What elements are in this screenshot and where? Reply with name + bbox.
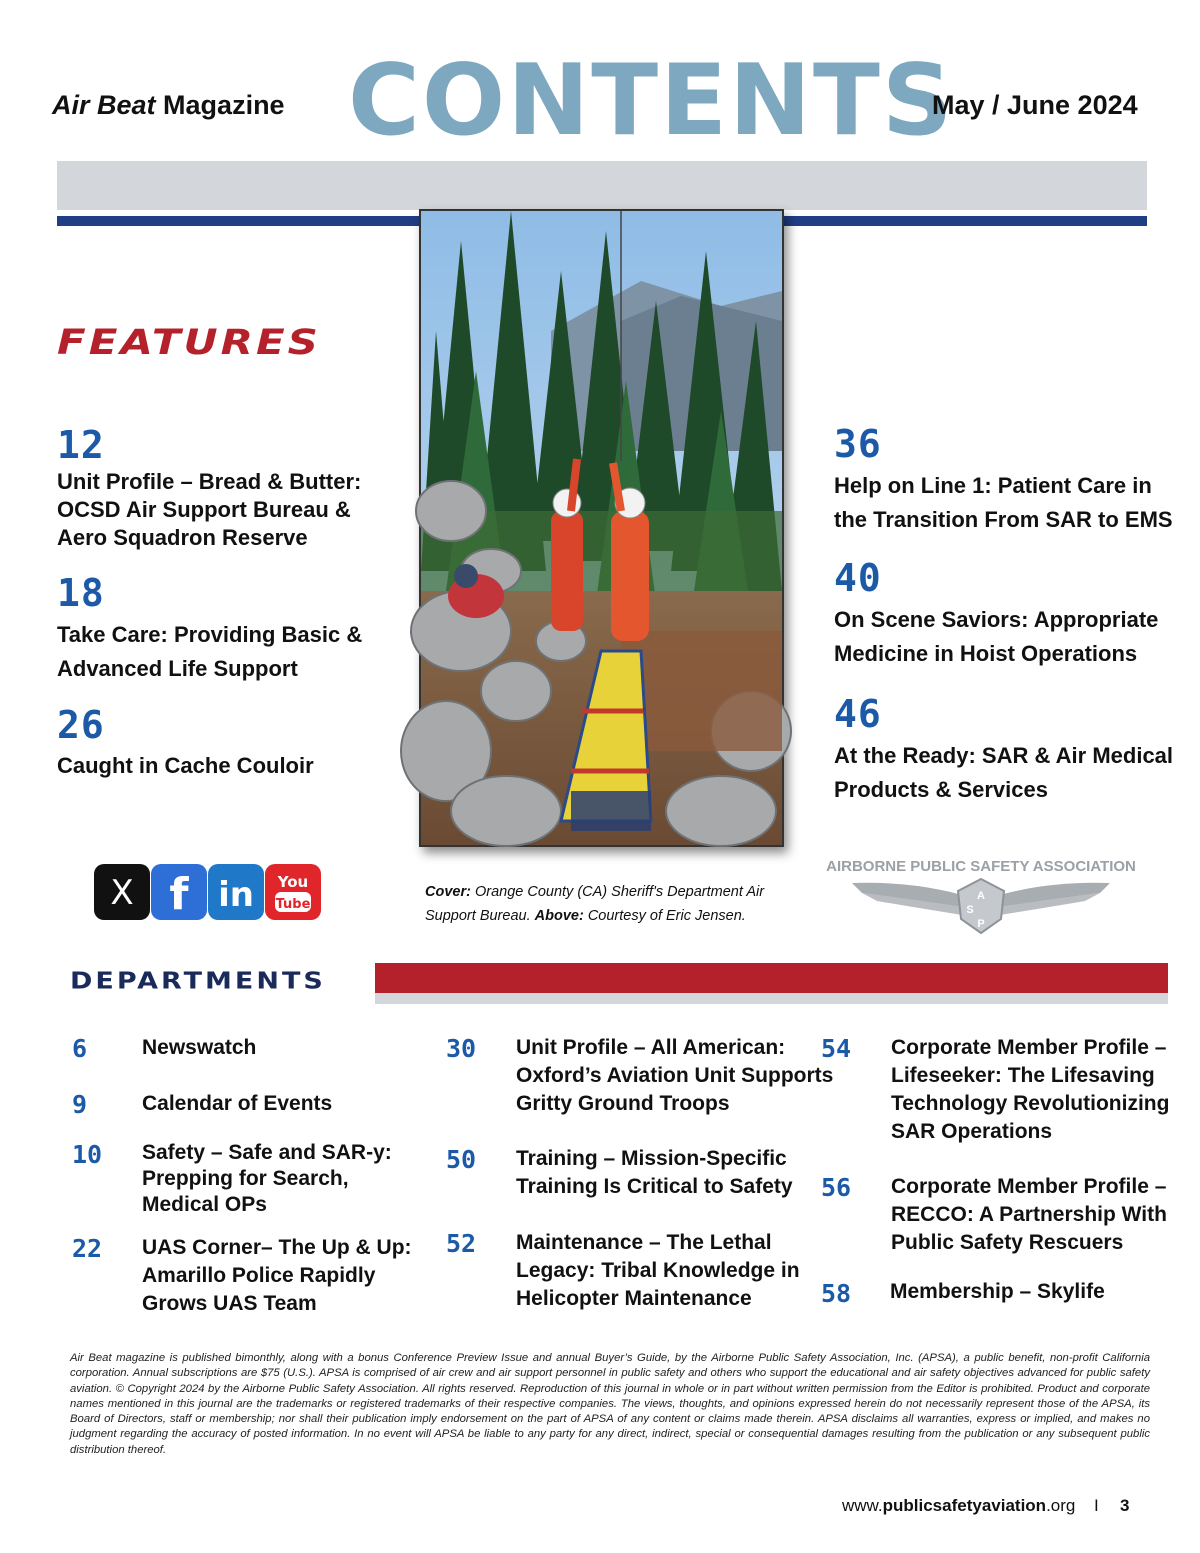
feature-title xyxy=(834,469,1173,537)
feature-page-number: 18 xyxy=(57,571,105,615)
caption-text-cover: Orange County (CA) Sheriff's Department Air Support Bureau. xyxy=(425,884,765,924)
feature-title-line: On Scene Saviors: Appropriate xyxy=(834,607,1159,632)
department-page-number: 58 xyxy=(821,1279,852,1308)
linkedin-icon[interactable] xyxy=(208,864,264,920)
caption-label-above: Above: xyxy=(534,908,584,924)
feature-title xyxy=(834,603,1158,671)
feature-title-line: Products & Services xyxy=(834,777,1048,802)
departments-red-band xyxy=(375,963,1168,993)
department-title xyxy=(891,1034,1169,1146)
department-title xyxy=(142,1140,392,1218)
feature-title-line: Take Care: Providing Basic & xyxy=(57,622,363,647)
magazine-name-italic: Air Beat xyxy=(52,90,156,120)
footer-url-suffix: .org xyxy=(1046,1496,1076,1515)
feature-title-line: Help on Line 1: Patient Care in xyxy=(834,473,1152,498)
social-icons xyxy=(94,864,322,920)
feature-title xyxy=(57,752,314,780)
departments-gray-band xyxy=(375,993,1168,1004)
youtube-bottom: Tube xyxy=(275,897,311,912)
feature-title-line: the Transition From SAR to EMS xyxy=(834,507,1173,532)
feature-item[interactable] xyxy=(57,423,362,552)
magazine-name-rest: Magazine xyxy=(163,90,285,120)
feature-item[interactable] xyxy=(834,556,1159,671)
feature-item[interactable] xyxy=(834,422,1173,537)
department-title-line: Calendar of Events xyxy=(142,1092,333,1115)
magazine-name xyxy=(52,90,285,121)
department-title xyxy=(142,1090,332,1118)
feature-item[interactable] xyxy=(57,571,363,686)
feature-item[interactable] xyxy=(834,692,1174,807)
x-glyph: X xyxy=(110,873,134,913)
feature-title-line: Aero Squadron Reserve xyxy=(57,525,308,550)
department-page-number: 56 xyxy=(821,1173,852,1202)
caption-label-cover: Cover: xyxy=(425,884,471,900)
cover-photo-illustration xyxy=(421,211,782,845)
feature-title-line: Medicine in Hoist Operations xyxy=(834,641,1138,666)
feature-title xyxy=(834,739,1173,807)
x-icon[interactable] xyxy=(94,864,150,920)
publisher-disclaimer: Air Beat magazine is published bimonthly, along with a bonus Conference Preview Issue and annual Buyer’s Guide, by the Airborne Public Safety Association, Inc. (APSA), a public benefit, non-profit California corporation. Annual subscriptions are $75 (U.S.). APSA is comprised of air crew and air support personnel in public safety and others who support the educational and air safety objectives advanced for public safety aviation. © Copyright 2024 by the Airborne Public Safety Association. All rights reserved. Reproduction of this journal in whole or in part without written permission from the Editor is prohibited. Product and corporate names mentioned in this journal are the trademarks or registered trademarks of their respective companies. The views, thoughts, and opinions expressed herein do not necessarily represent those of the APSA, its Board of Directors, staff or membership; nor shall their publication imply endorsement on the part of APSA of any content or claims made therein. APSA disclaims all warranties, express or implied, and makes no judgment regarding the accuracy of posted information. In no event will APSA be liable to any party for any direct, indirect, special or consequential damages resulting from the publication or any subsequent public distribution thereof. xyxy=(70,1352,1150,1456)
feature-title xyxy=(57,618,362,686)
feature-item[interactable] xyxy=(57,703,314,780)
feature-page-number: 36 xyxy=(834,422,882,466)
linkedin-glyph: in xyxy=(218,875,254,915)
department-title-line: Prepping for Search, xyxy=(142,1167,349,1190)
feature-title xyxy=(57,468,361,552)
department-title xyxy=(516,1034,833,1118)
department-title-line: Corporate Member Profile – xyxy=(891,1036,1167,1059)
department-title-line: RECCO: A Partnership With xyxy=(891,1203,1167,1226)
issue-date: May / June 2024 xyxy=(932,90,1138,120)
footer-url-bold: publicsafetyaviation xyxy=(882,1496,1047,1515)
department-title xyxy=(890,1278,1105,1306)
department-title-line: Lifeseeker: The Lifesaving xyxy=(891,1064,1155,1087)
feature-page-number: 40 xyxy=(834,556,882,600)
footer-separator: I xyxy=(1094,1496,1099,1515)
page-number: 3 xyxy=(1120,1496,1130,1515)
department-title-line: UAS Corner– The Up & Up: xyxy=(142,1236,412,1259)
department-page-number: 10 xyxy=(72,1140,103,1169)
department-title-line: Helicopter Maintenance xyxy=(516,1287,752,1310)
department-title-line: Oxford’s Aviation Unit Supports xyxy=(516,1064,834,1087)
department-page-number: 50 xyxy=(446,1145,477,1174)
feature-title-line: Caught in Cache Couloir xyxy=(57,753,314,778)
cover-photo xyxy=(419,209,784,847)
departments-heading: DEPARTMENTS xyxy=(70,968,326,995)
feature-page-number: 12 xyxy=(57,423,105,467)
apsa-logo-letter: A xyxy=(977,890,985,902)
department-title-line: Membership – Skylife xyxy=(890,1280,1105,1303)
youtube-icon[interactable] xyxy=(265,864,321,920)
department-title xyxy=(516,1229,800,1313)
department-title xyxy=(142,1034,256,1062)
feature-title-line: At the Ready: SAR & Air Medical xyxy=(834,743,1174,768)
apsa-logo-letter: P xyxy=(977,918,985,930)
page-title: CONTENTS xyxy=(348,44,955,158)
header-gray-band xyxy=(57,161,1147,210)
feature-page-number: 26 xyxy=(57,703,105,747)
department-title-line: Corporate Member Profile – xyxy=(891,1175,1167,1198)
footer-url-prefix: www. xyxy=(842,1496,883,1515)
department-title-line: Public Safety Rescuers xyxy=(891,1231,1124,1254)
department-page-number: 9 xyxy=(72,1090,88,1119)
department-page-number: 6 xyxy=(72,1034,88,1063)
department-title-line: Unit Profile – All American: xyxy=(516,1036,786,1059)
department-page-number: 52 xyxy=(446,1229,477,1258)
department-title-line: Medical OPs xyxy=(142,1193,267,1216)
facebook-glyph: f xyxy=(169,869,189,920)
apsa-logo-name: AIRBORNE PUBLIC SAFETY ASSOCIATION xyxy=(826,858,1136,875)
feature-title-line: Unit Profile – Bread & Butter: xyxy=(57,469,362,494)
feature-page-number: 46 xyxy=(834,692,882,736)
department-title-line: Safety – Safe and SAR-y: xyxy=(142,1141,392,1164)
apsa-logo xyxy=(826,855,1136,937)
department-page-number: 22 xyxy=(72,1234,103,1263)
department-title-line: Grows UAS Team xyxy=(142,1292,317,1315)
department-title-line: Training – Mission-Specific xyxy=(516,1147,787,1170)
department-title xyxy=(516,1145,793,1201)
footer-website-link[interactable] xyxy=(842,1496,1075,1516)
department-title-line: SAR Operations xyxy=(891,1120,1053,1143)
department-title-line: Training Is Critical to Safety xyxy=(516,1175,793,1198)
department-page-number: 54 xyxy=(821,1034,852,1063)
youtube-top: You xyxy=(277,873,309,891)
department-title xyxy=(891,1173,1167,1257)
caption-text-above: Courtesy of Eric Jensen. xyxy=(587,908,746,924)
apsa-logo-letter: S xyxy=(966,904,974,916)
department-title-line: Legacy: Tribal Knowledge in xyxy=(516,1259,800,1282)
department-title-line: Technology Revolutionizing xyxy=(891,1092,1170,1115)
cover-caption xyxy=(425,880,785,928)
department-page-number: 30 xyxy=(446,1034,477,1063)
department-title-line: Amarillo Police Rapidly xyxy=(142,1264,376,1287)
feature-title-line: OCSD Air Support Bureau & xyxy=(57,497,351,522)
department-title xyxy=(142,1234,412,1318)
facebook-icon[interactable] xyxy=(151,864,207,920)
features-heading: FEATURES xyxy=(57,322,321,363)
department-title-line: Newswatch xyxy=(142,1036,257,1059)
department-title-line: Maintenance – The Lethal xyxy=(516,1231,772,1254)
department-title-line: Gritty Ground Troops xyxy=(516,1092,730,1115)
feature-title-line: Advanced Life Support xyxy=(57,656,298,681)
